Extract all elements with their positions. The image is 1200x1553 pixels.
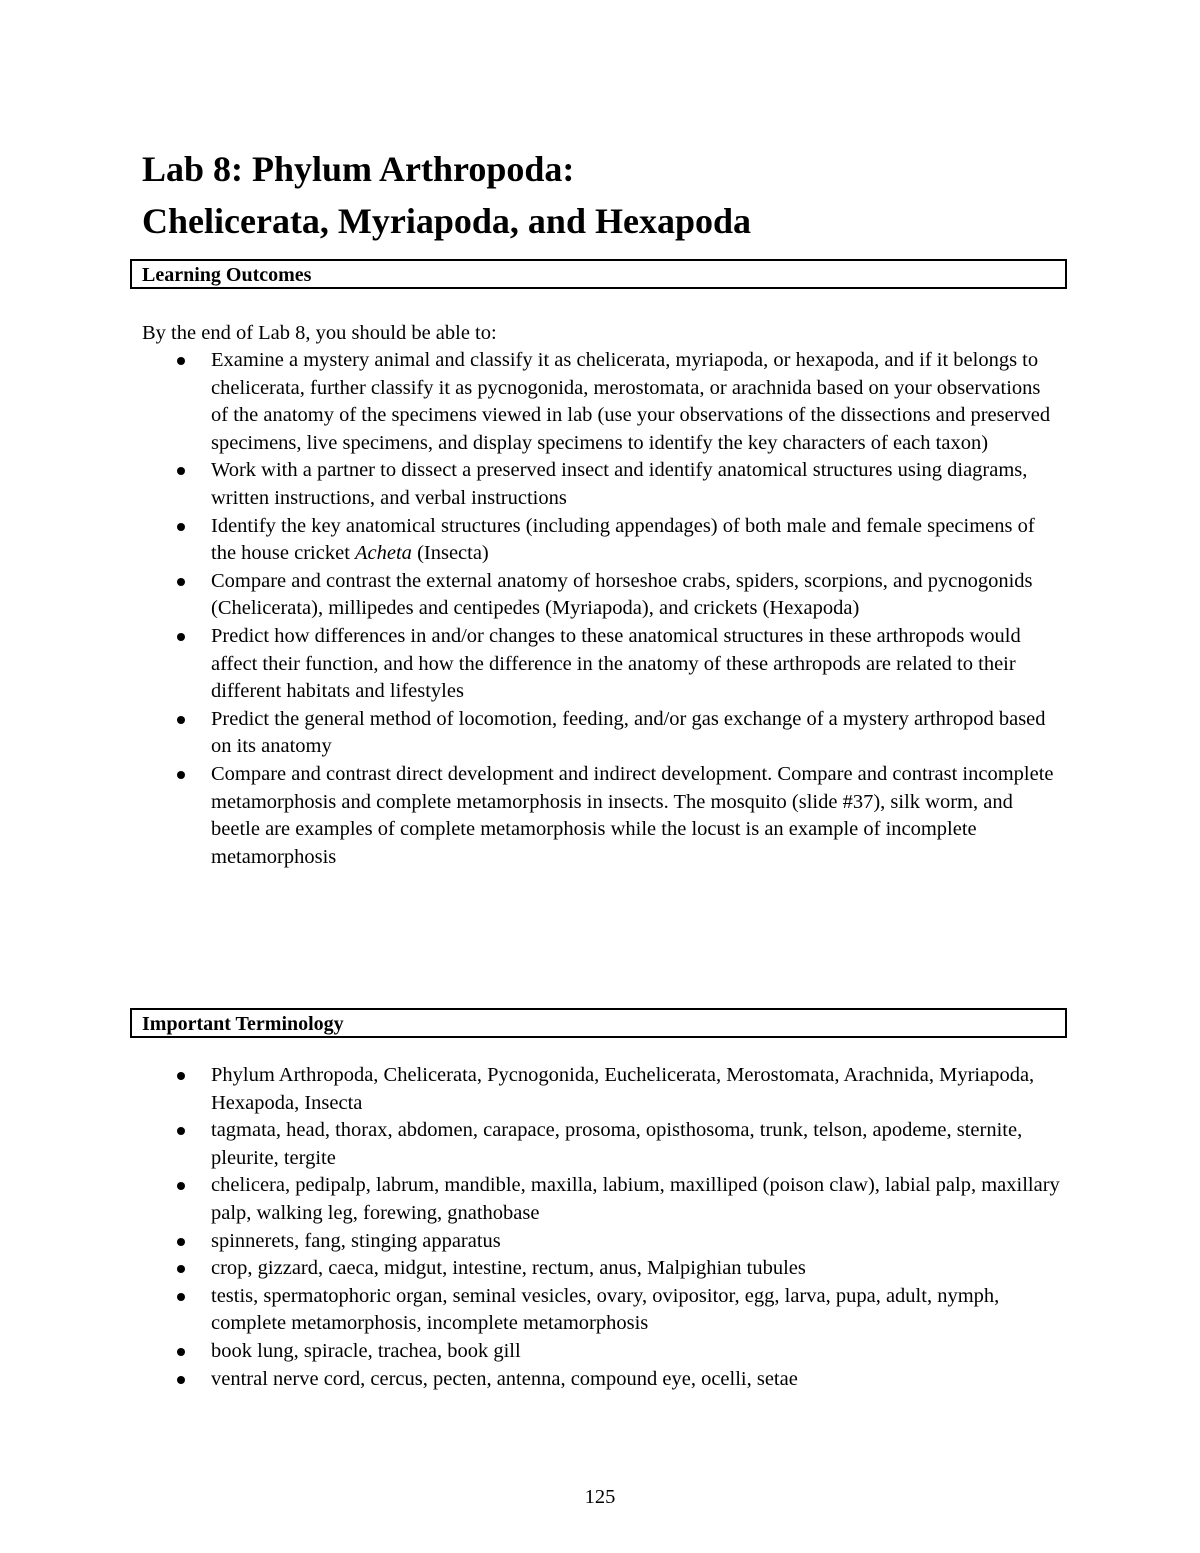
title-line-1: Lab 8: Phylum Arthropoda: <box>142 149 575 189</box>
list-item: ventral nerve cord, cercus, pecten, antenna, compound eye, ocelli, setae <box>0 1366 1061 1394</box>
learning-outcomes-intro: By the end of Lab 8, you should be able to: <box>142 322 497 344</box>
list-item: Phylum Arthropoda, Chelicerata, Pycnogonida, Euchelicerata, Merostomata, Arachnida, Myriapoda, Hexapoda, Insecta <box>0 1062 1061 1117</box>
page-number: 125 <box>584 1486 616 1508</box>
list-item: testis, spermatophoric organ, seminal vesicles, ovary, ovipositor, egg, larva, pupa, adult, nymph, complete metamorphosis, incomplete metamorphosis <box>0 1283 1061 1338</box>
item-text: (Insecta) <box>411 542 489 565</box>
learning-outcomes-header <box>130 259 1067 289</box>
list-item: Predict the general method of locomotion, feeding, and/or gas exchange of a mystery arthropod based on its anatomy <box>0 706 1061 761</box>
learning-outcomes-list <box>0 347 1061 871</box>
list-item: Work with a partner to dissect a preserved insect and identify anatomical structures using diagrams, written instructions, and verbal instructions <box>0 457 1061 512</box>
genus-name: Acheta <box>355 542 412 565</box>
terminology-list <box>0 1062 1061 1393</box>
page-title <box>142 143 751 247</box>
list-item: Examine a mystery animal and classify it as chelicerata, myriapoda, or hexapoda, and if it belongs to chelicerata, further classify it as pycnogonida, merostomata, or arachnida based on your observations of the anatomy of the specimens viewed in lab (use your observations of the dissections and preserved specimens, live specimens, and display specimens to identify the key characters of each taxon) <box>0 347 1061 457</box>
list-item: spinnerets, fang, stinging apparatus <box>0 1228 1061 1256</box>
list-item: Compare and contrast direct development and indirect development. Compare and contrast incomplete metamorphosis and complete metamorphosis in insects. The mosquito (slide #37), silk worm, and beetle are examples of complete metamorphosis while the locust is an example of incomplete metamorphosis <box>0 761 1061 871</box>
title-line-2: Chelicerata, Myriapoda, and Hexapoda <box>142 201 751 241</box>
important-terminology-header <box>130 1008 1067 1038</box>
learning-outcomes-heading: Learning Outcomes <box>142 264 312 286</box>
list-item: Compare and contrast the external anatomy of horseshoe crabs, spiders, scorpions, and pycnogonids (Chelicerata), millipedes and centipedes (Myriapoda), and crickets (Hexapoda) <box>0 568 1061 623</box>
list-item: book lung, spiracle, trachea, book gill <box>0 1338 1061 1366</box>
list-item: Predict how differences in and/or changes to these anatomical structures in these arthropods would affect their function, and how the difference in the anatomy of these arthropods are related to their different habitats and lifestyles <box>0 623 1061 706</box>
important-terminology-heading: Important Terminology <box>142 1013 344 1035</box>
list-item: tagmata, head, thorax, abdomen, carapace, prosoma, opisthosoma, trunk, telson, apodeme, sternite, pleurite, tergite <box>0 1117 1061 1172</box>
list-item: crop, gizzard, caeca, midgut, intestine, rectum, anus, Malpighian tubules <box>0 1255 1061 1283</box>
list-item: chelicera, pedipalp, labrum, mandible, maxilla, labium, maxilliped (poison claw), labial palp, maxillary palp, walking leg, forewing, gnathobase <box>0 1172 1061 1227</box>
list-item <box>0 513 1061 568</box>
item-text: Identify the key anatomical structures (including appendages) of both male and female specimens of the house cricket <box>211 514 1035 565</box>
